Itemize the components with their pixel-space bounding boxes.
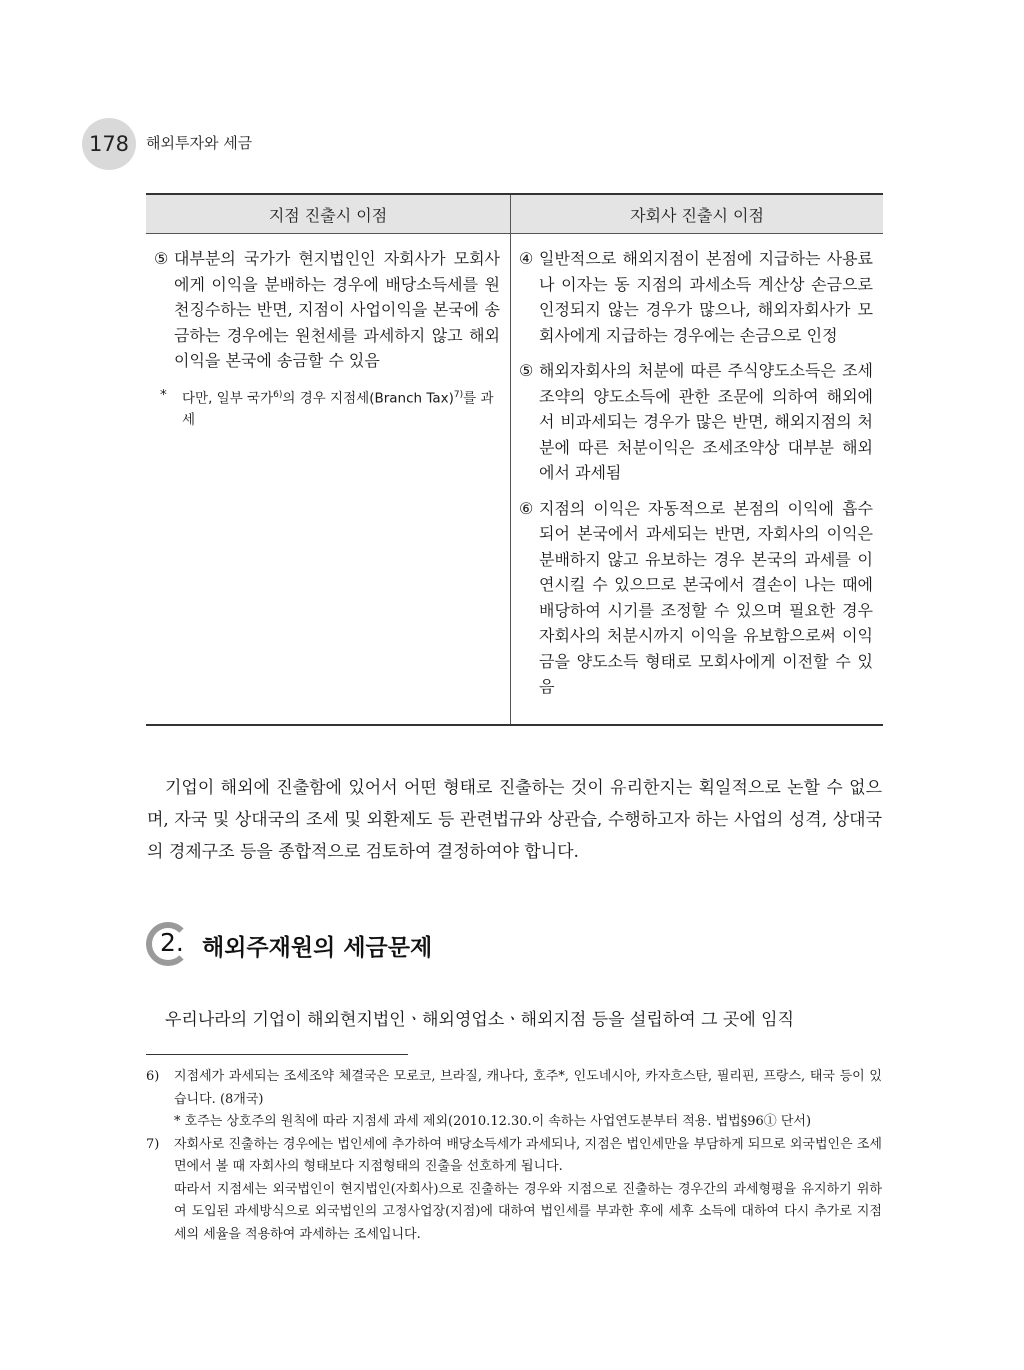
list-item	[519, 496, 873, 700]
note-marker: *	[160, 386, 167, 403]
item-text: 지점의 이익은 자동적으로 본점의 이익에 흡수되어 본국에서 과세되는 반면, 자회사의 이익은 분배하지 않고 유보하는 경우 본국의 과세를 이연시킬 수 있으므로 본국에서 결손이 나는 때에 배당하여 시기를 조정할 수 있으며 필요한 경우 자회사의 처분시까지 이익을 유보함으로써 이익금을 양도소득 형태로 모회사에게 이전할 수 있음	[539, 498, 873, 696]
note-text-c: 를 과세	[182, 390, 494, 428]
body-paragraph-2: 우리나라의 기업이 해외현지법인ㆍ해외영업소ㆍ해외지점 등을 설립하여 그 곳에 임직	[165, 1010, 795, 1030]
footnotes	[146, 1066, 882, 1246]
list-item	[154, 246, 500, 374]
section-title: 해외주재원의 세금문제	[202, 935, 433, 961]
table-row	[146, 234, 883, 725]
subsidiary-advantages-cell	[511, 234, 884, 725]
body-paragraph: 기업이 해외에 진출함에 있어서 어떤 형태로 진출하는 것이 유리한지는 획일적으로 논할 수 없으며, 자국 및 상대국의 조세 및 외환제도 등 관련법규와 상관습, 수행하고자 하는 사업의 성격, 상대국의 경제구조 등을 종합적으로 검토하여 결정하여야 합니다.	[147, 778, 882, 862]
item-text: 대부분의 국가가 현지법인인 자회사가 모회사에게 이익을 분배하는 경우에 배당소득세를 원천징수하는 반면, 지점이 사업이익을 본국에 송금하는 경우에는 원천세를 과세하지 않고 해외이익을 본국에 송금할 수 있음	[174, 249, 500, 370]
footnote-line: 지점세가 과세되는 조세조약 체결국은 모로코, 브라질, 캐나다, 호주*, 인도네시아, 카자흐스탄, 필리핀, 프랑스, 태국 등이 있습니다. (8개국)	[174, 1069, 882, 1107]
item-marker: ④	[519, 249, 534, 268]
note-text-a: 다만, 일부 국가	[182, 390, 274, 406]
item-marker: ⑤	[519, 361, 534, 380]
footnote-line: 자회사로 진출하는 경우에는 법인세에 추가하여 배당소득세가 과세되나, 지점은 법인세만을 부담하게 되므로 외국법인은 조세면에서 볼 때 자회사의 형태보다 지점형태의 진출을 선호하게 됩니다.	[174, 1136, 882, 1174]
item-text: 일반적으로 해외지점이 본점에 지급하는 사용료나 이자는 동 지점의 과세소득 계산상 손금으로 인정되지 않는 경우가 많으나, 해외자회사가 모회사에게 지급하는 경우에는 손금으로 인정	[539, 249, 873, 345]
running-title: 해외투자와 세금	[146, 134, 253, 152]
footnote-divider	[146, 1054, 408, 1055]
comparison-table	[146, 193, 883, 726]
footnote-7	[146, 1134, 882, 1247]
branch-advantages-cell	[146, 234, 511, 725]
note-text-b: 의 경우 지점세(Branch Tax)	[282, 390, 454, 406]
footnote-ref-6: 6)	[273, 389, 283, 400]
item-marker: ⑤	[154, 249, 169, 268]
item-text: 해외자회사의 처분에 따른 주식양도소득은 조세조약의 양도소득에 관한 조문에 의하여 해외에서 비과세되는 경우가 많은 반면, 해외지점의 처분에 따른 처분이익은 조세조약상 대부분 해외에서 과세됨	[539, 361, 873, 482]
table-header-branch: 지점 진출시 이점	[146, 194, 511, 234]
list-item	[519, 246, 873, 348]
footnote-line: 따라서 지점세는 외국법인이 현지법인(자회사)으로 진출하는 경우와 지점으로 진출하는 경우간의 과세형평을 유지하기 위하여 도입된 과세방식으로 외국법인의 고정사업장(지점)에 대하여 법인세를 부과한 후에 세후 소득에 대하여 다시 추가로 지점세의 세율을 적용하여 과세하는 조세입니다.	[174, 1181, 882, 1242]
table-header-row	[146, 194, 883, 234]
footnote-body	[174, 1066, 882, 1134]
footnote-number: 7)	[146, 1136, 160, 1152]
footnote-body	[174, 1134, 882, 1247]
footnote-number: 6)	[146, 1069, 160, 1084]
footnote-6	[146, 1066, 882, 1134]
section-number: 2.	[160, 928, 184, 957]
section-heading	[146, 920, 546, 972]
footnote-ref-7: 7)	[453, 389, 464, 400]
footnote-line: * 호주는 상호주의 원칙에 따라 지점세 과세 제외(2010.12.30.이 속하는 사업연도분부터 적용. 법법§96① 단서)	[174, 1114, 812, 1129]
page-number: 178	[88, 132, 130, 156]
table-header-subsidiary: 자회사 진출시 이점	[511, 194, 884, 234]
note-text	[182, 384, 500, 432]
item-marker: ⑥	[519, 498, 534, 518]
list-item	[519, 358, 873, 486]
branch-note	[154, 384, 500, 432]
